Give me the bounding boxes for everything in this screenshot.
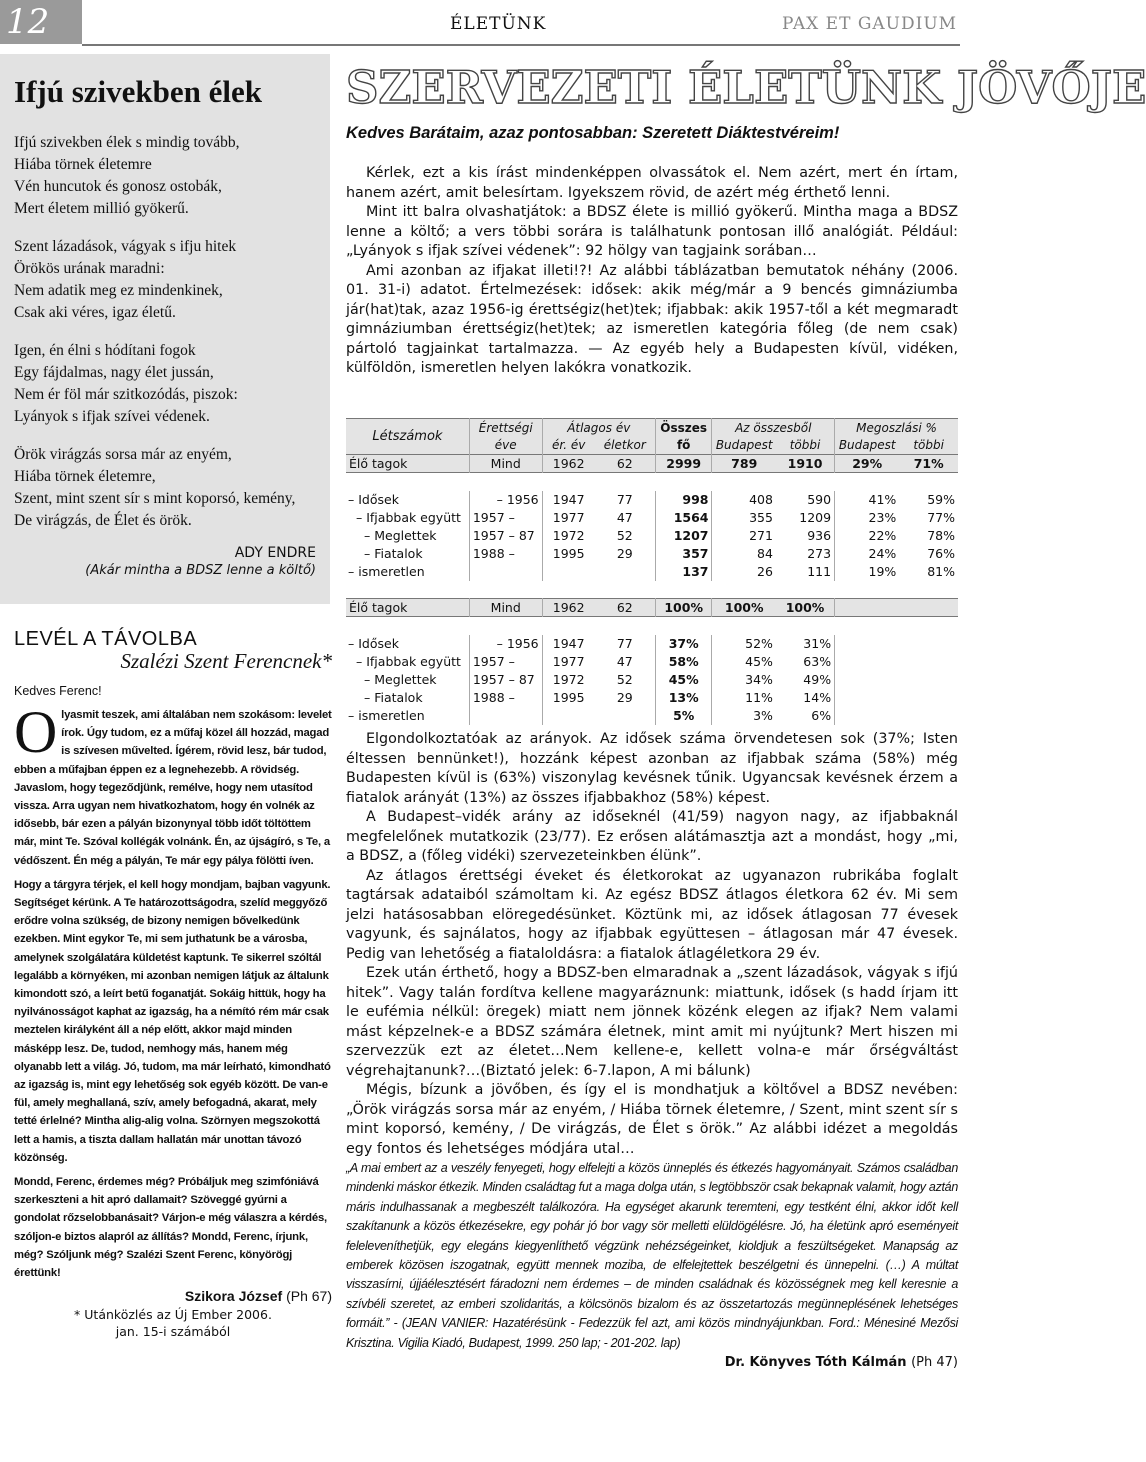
letter-subtitle: Szalézi Szent Ferencnek*: [120, 649, 332, 673]
poem-stanza: [14, 236, 316, 324]
drop-cap: O: [14, 699, 58, 765]
table-cell: 62: [616, 600, 633, 615]
table-cell: 14%: [803, 690, 832, 705]
table-cell: 936: [807, 528, 832, 543]
table-cell: 29: [616, 546, 633, 561]
table-cell: Mind: [469, 455, 542, 473]
poem-line: De virágzás, de Élet és örök.: [14, 512, 192, 529]
table-cell: 2999: [655, 455, 712, 473]
table-cell: [595, 563, 656, 581]
table-cell: 1947: [542, 491, 595, 509]
poem-stanza: [14, 340, 316, 428]
table-cell: 81%: [927, 564, 955, 579]
footnote-line: jan. 15-i számából: [115, 1324, 231, 1340]
article-signature: [346, 1355, 958, 1370]
table-cell: Mind: [469, 599, 542, 617]
page-header: [0, 0, 960, 48]
table-cell: 47: [616, 654, 633, 669]
table-row: [346, 671, 958, 689]
col-header: Budapest: [712, 437, 776, 455]
table-cell: 22%: [835, 527, 900, 545]
table-cell: 111: [807, 564, 832, 579]
letter-title: LEVÉL A TÁVOLBA: [14, 628, 198, 650]
letter-footnote: [14, 1306, 332, 1340]
poem-line: Szent lázadások, vágyak s ifju hitek: [14, 238, 237, 255]
poem-line: Nem ér föl már szitkozódás, piszok:: [14, 386, 238, 403]
table-cell: [469, 563, 542, 581]
article-subhead: Kedves Barátaim, azaz pontosabban: Szeretett Diáktestvéreim!: [346, 124, 840, 142]
table-cell: 19%: [835, 563, 900, 581]
intro-paragraph: Kérlek, ezt a kis írást mindenképpen olvassátok el. Nem azért, mert én írtam, hanem azért, amit belesírtam. Igyekszem rövid, de azért még érthető lenni.: [346, 165, 958, 201]
table-cell: 23%: [835, 509, 900, 527]
letter-paragraph: Hogy a tárgyra térjek, el kell hogy mondjam, bajban vagyunk. Segítséget kérünk. A Te határozottságodra, szelíd meggyőző erődre volna szükség, de bizony nemigen bővelkedünk ezekben. Mint egykor Te, mi sem juthatunk be a városba, amelynek szolgálatára küldetést kaptunk. Te sikerrel szóltál legalább a környéken, mi azonban nemigen látjuk az általunk kimondott szó, a leírt betű foganatját. Sokáig hittük, hogy ha nyilvánosságot kaphat az igazság, ha a némító rém már csak meztelen királyként áll a nép előtt, akkor majd minden másképp lesz. De, tudod, nemhogy más, hanem még olyanabb lett a világ. Jó, tudom, ma már leírható, kimondható az igazság is, mint egy lehetőség sok egyéb között. De van-e fül, amely meghallaná, szív, amely befogadná, akarat, mely tetté érlelné? Mintha alig-alig volna. Szörnyen megszokottá lett a hamis, a tiszta dallam hallatán már unottan távozó közönség.: [14, 878, 331, 1164]
table-cell: 37%: [655, 635, 712, 653]
table-cell: 1972: [542, 671, 595, 689]
table-cell: 5%: [655, 707, 712, 725]
table-cell: 1988 –: [469, 545, 542, 563]
table-cell: Élő tagok: [349, 456, 408, 471]
poem-line: Csak aki véres, igaz életű.: [14, 304, 176, 321]
letter-paragraph-text: lyasmit teszek, ami általában nem szokásom: levelet írok. Úgy tudom, ez a műfaj közel áll hozzád, magad is szívesen művelted. Ígérem, rövid lesz, bár tudod, ebben a műfajban éppen ez a legnehezebb. A rövidség. Javaslom, hogy tegeződjünk, remélve, hogy nem utasítod vissza. Arra ugyan nem hivatkozhatom, hogy én volnék az idősebb, bár ezen a pályán bizonynyal több időt töltöttem már, mint Te. Szóval kollégák volnánk. Én, az újságíró, s Te, a védőszent. Én még a pályán, Te már egy pálya fölötti íven.: [14, 709, 332, 867]
poem-line: Mert életem millió gyökerű.: [14, 200, 189, 217]
table-cell: 29%: [835, 455, 900, 473]
table-row: [346, 545, 958, 563]
table-cell: 3%: [712, 707, 776, 725]
col-header: Létszámok: [372, 429, 443, 444]
table-cell: 1977: [542, 653, 595, 671]
quote-block: „A mai embert az a veszély fenyegeti, hogy elfelejti a közös ünneplés és étkezés hagyományait. Számos családban mindenki máskor étkezik. Minden családtag fut a maga dolga után, s legtöbbször csak bekapnak valamit, hogy aztán máris indulhassanak a megbeszélt találkozóra. Ha egységet akarunk teremteni, egy testként élni, akkor időt kell szakítanunk a közös étkezésekre, egy pohár jó bor vagy sör melletti elüldögélésre. Jó, ha életünk apró eseményeit feleleveníthetjük, egy elegáns kiegyenlíthető végzünk nehézségeinket, kioldjuk a feszültségeket. Manapság az emberek közösen iszogatnak, együtt mennek moziba, de elfelejtettek beszélgetni és ünnepelni. (…) A múltat visszasírni, újjáélesztésért fáradozni nem érdemes – de minden családnak és közösségnek meg kell keresnie a szívbéli szeretet, az emberi szolidaritás, a kölcsönös bizalom és az összetartozás megünneplésének lehetséges formáit.” - (JEAN VANIER: Hazatérésünk - Fedezzük fel azt, ami közös mindnyájunkban. Ford.: Ménesiné Mezősi Krisztina. Vigilia Kiadó, Budapest, 1999. 250 lap; - 201-202. lap): [346, 1161, 958, 1350]
letter-paragraph: Mondd, Ferenc, érdemes még? Próbáljuk meg szimfóniává szerkeszteni a hit apró dallamait? Szöveggé gyúrni a gondolat rőzselobbanásait? Várjon-e még válaszra a kérdés, szóljon-e biztos alapról az állítás? Mondd, Ferenc, írjunk, még? Szóljunk még? Szalézi Szent Ferenc, könyörögj érettünk!: [14, 1176, 327, 1280]
table-cell: 77%: [927, 510, 955, 525]
table-cell: 998: [655, 491, 712, 509]
table-row: [346, 635, 958, 653]
col-header: Összes: [655, 419, 712, 437]
main-article: [346, 60, 1146, 376]
table-cell: 29: [616, 690, 633, 705]
body-paragraph: Ezek után érthető, hogy a BDSZ-ben elmaradnak a „szent lázadások, vágyak s ifjú hitek”. Vagy talán fordítva kellene magyaráznunk: miattunk, idősek (s hadd írjam itt le eufémia nélkül: öregek) miatt nem jönnek közénk elegen az ifjak? Nem valami mást képzelnek-e a BDSZ számára életnek, mint amit mi nyújtunk? Mert hiszen mi szervezzük ezt az életet…Nem kellene-e, kellett volna-e már őrségváltást végrehajtanunk?…(Biztató jelek: 6-7.lapon, A mi bálunk): [346, 965, 958, 1079]
table-cell: 590: [807, 492, 832, 507]
signature-tag: (Ph 67): [286, 1288, 332, 1305]
table-cell: [469, 707, 542, 725]
col-header: fő: [655, 437, 712, 455]
signature-name: Szikora József: [184, 1288, 283, 1305]
table-cell: 1962: [542, 455, 595, 473]
table-cell: – 1956: [469, 491, 542, 509]
table-cell: – Fiatalok: [364, 690, 423, 705]
table-cell: – Idősek: [348, 492, 399, 507]
signature-name: Dr. Könyves Tóth Kálmán: [724, 1355, 907, 1371]
poem-line: Hiába törnek életemre,: [14, 468, 156, 485]
table-row: [346, 509, 958, 527]
table-cell: 1977: [542, 509, 595, 527]
table-row: [346, 707, 958, 725]
col-header: többi: [789, 438, 821, 453]
table-cell: – Meglettek: [364, 528, 437, 543]
table-cell: 100%: [655, 599, 712, 617]
table-cell: – Ifjabbak együtt: [356, 510, 461, 525]
table-cell: 78%: [927, 528, 955, 543]
col-header: Az összesből: [712, 419, 835, 437]
table-row: [346, 563, 958, 581]
table-row: [346, 599, 958, 617]
col-header: Érettségi: [469, 419, 542, 437]
signature-tag: (Ph 47): [911, 1355, 958, 1371]
col-header: éve: [469, 437, 542, 455]
body-paragraph: Mégis, bízunk a jövőben, és így el is mondhatjuk a költővel a BDSZ nevében: „Örök virágzás sorsa már az enyém, / Hiába törnek életemre, / Szent, mint szent sír s mint koporsó, kemény, / De virágzás, de Élet s örök.” Az alábbi idézet a megoldás egy fontos és lehetséges módjára utal…: [346, 1082, 958, 1157]
poem-line: Vén huncutok és gonosz ostobák,: [14, 178, 222, 195]
table-cell: – ismeretlen: [348, 564, 425, 579]
table-cell: 63%: [803, 654, 832, 669]
table-cell: 6%: [811, 708, 832, 723]
table-cell: 271: [712, 527, 776, 545]
table-cell: 137: [655, 563, 712, 581]
table-cell: 789: [712, 455, 776, 473]
table-cell: 45%: [712, 653, 776, 671]
table-cell: 59%: [927, 492, 955, 507]
letter-article: [14, 628, 332, 1340]
table-cell: 355: [712, 509, 776, 527]
col-header: Átlagos év: [542, 419, 655, 437]
table-cell: [542, 563, 595, 581]
table-cell: 273: [807, 546, 832, 561]
letter-paragraph: [14, 699, 332, 870]
table-cell: – Idősek: [348, 636, 399, 651]
table-cell: 1957 –: [469, 509, 542, 527]
table-cell: 357: [655, 545, 712, 563]
table-cell: 26: [712, 563, 776, 581]
table-row: [346, 455, 958, 473]
poem-author: ADY ENDRE: [234, 545, 316, 561]
poem-line: Örök virágzás sorsa már az enyém,: [14, 446, 232, 463]
body-paragraph: Az átlagos érettségi éveket és életkorokat az ugyanazon rubrikába foglalt tagtársak adataiból számoltam ki. Az egész BDSZ átlagos életkora 62 év. Mi sem jelzi hatásosabban elöregedésünket. Köztünk mi, az idősek átlagosan 77 évesek vagyunk, és sajnálatos, hogy az ifjabbak együttesen – átlagosan már 47 évesek. Pedig van lehetőség a fiataloldásra: a fiatalok átlagéletkora 29 év.: [346, 867, 958, 962]
table-cell: 1988 –: [469, 689, 542, 707]
table-cell: 76%: [927, 546, 955, 561]
table-cell: 1564: [655, 509, 712, 527]
poem-line: Igen, én élni s hódítani fogok: [14, 342, 196, 359]
poem-line: Ifjú szivekben élek s mindig tovább,: [14, 134, 240, 151]
poem-stanza: [14, 132, 316, 220]
table-cell: 1957 –: [469, 653, 542, 671]
col-header: Budapest: [835, 437, 900, 455]
header-rule: [82, 44, 960, 46]
table-cell: 1957 – 87: [469, 527, 542, 545]
col-header: többi: [913, 438, 944, 453]
table-row: [346, 527, 958, 545]
table-cell: 1962: [542, 599, 595, 617]
publication-name: PAX ET GAUDIUM: [782, 14, 958, 34]
table-cell: 1209: [799, 510, 832, 525]
poem-line: Hiába törnek életemre: [14, 156, 152, 173]
section-name: ÉLETÜNK: [450, 14, 547, 34]
article-body: [346, 730, 958, 1370]
table-cell: 31%: [803, 636, 832, 651]
table-cell: 52: [616, 672, 633, 687]
table-cell: 34%: [712, 671, 776, 689]
table-cell: 41%: [835, 491, 900, 509]
statistics-table: [346, 418, 958, 725]
table-row: [346, 653, 958, 671]
letter-salutation: Kedves Ferenc!: [14, 684, 102, 698]
table-cell: Élő tagok: [349, 600, 408, 615]
table-cell: 1995: [542, 689, 595, 707]
table-cell: 62: [616, 456, 633, 471]
table-cell: 49%: [803, 672, 832, 687]
table-cell: – 1956: [469, 635, 542, 653]
intro-paragraph: Mint itt balra olvashatjátok: a BDSZ élete is millió gyökerű. Mintha maga a BDSZ lenne a költő; a vers többi sorára is találhatunk pontosan illő analógiát. Például: „Lyányok s ifjak szívei védenek”: 92 hölgy van tagjaink sorában…: [346, 204, 958, 259]
footnote-line: * Utánközlés az Új Ember 2006.: [74, 1307, 272, 1323]
col-header: életkor: [603, 438, 646, 453]
table-cell: 1995: [542, 545, 595, 563]
table-row: [346, 689, 958, 707]
body-paragraph: A Budapest–vidék arány az időseknél (41/59) nagyon nagy, az ifjabbaknál megfelelőnek mutatkozik (23/77). Ez erősen alátámasztja azt a mondást, hogy „mi, a BDSZ, a (főleg vidéki) szervezeteinkben élünk”.: [346, 809, 958, 864]
table-cell: – ismeretlen: [348, 708, 425, 723]
table-cell: 71%: [913, 456, 944, 471]
table-cell: 77: [616, 636, 633, 651]
table-cell: 1972: [542, 527, 595, 545]
col-header: Megoszlási %: [835, 419, 958, 437]
table-cell: 13%: [655, 689, 712, 707]
table-cell: 1957 – 87: [469, 671, 542, 689]
col-header: ér. év: [542, 437, 595, 455]
poem-box: [0, 54, 330, 604]
table-row: [346, 491, 958, 509]
table-cell: 58%: [655, 653, 712, 671]
article-title: SZERVEZETI ÉLETÜNK JÖVŐJE: [346, 61, 1146, 114]
table-cell: 408: [712, 491, 776, 509]
letter-signature: [14, 1288, 332, 1304]
table-cell: 52: [616, 528, 633, 543]
page-number: 12: [0, 0, 82, 44]
poem-stanza: [14, 444, 316, 532]
table-cell: 100%: [785, 600, 825, 615]
table-cell: [595, 707, 656, 725]
table-cell: 77: [616, 492, 633, 507]
letter-body: [14, 699, 332, 1282]
poem-line: Lyányok s ifjak szívei védenek.: [14, 408, 210, 425]
table-cell: – Fiatalok: [364, 546, 423, 561]
table-cell: 84: [712, 545, 776, 563]
table-cell: [542, 707, 595, 725]
table-cell: 24%: [835, 545, 900, 563]
poem-line: Nem adatik meg ez mindenkinek,: [14, 282, 223, 299]
table-cell: 100%: [712, 599, 776, 617]
poem-line: Örökös urának maradni:: [14, 260, 165, 277]
table-cell: 52%: [712, 635, 776, 653]
article-intro: [346, 164, 958, 379]
poem-line: Egy fájdalmas, nagy élet jussán,: [14, 364, 214, 381]
table-cell: – Meglettek: [364, 672, 437, 687]
table-cell: 47: [616, 510, 633, 525]
table-cell: 1947: [542, 635, 595, 653]
table-cell: – Ifjabbak együtt: [356, 654, 461, 669]
poem-line: Szent, mint szent sír s mint koporsó, kemény,: [14, 490, 296, 507]
table-cell: 45%: [655, 671, 712, 689]
poem-note: (Akár mintha a BDSZ lenne a költő): [85, 563, 316, 578]
body-paragraph: Elgondolkoztatóak az arányok. Az idősek száma örvendetesen sok (37%; Isten éltessen bennünket!), hozzánk képest azonban az ifjabbak száma (58%) még Budapesten kívül is (63%) viszonylag kevésnek tűnik. Ugyancsak kevésnek érzem a fiatalok arányát (13%) az összes ifjabbakhoz (58%) képest.: [346, 731, 958, 806]
poem-title: Ifjú szivekben élek: [14, 74, 262, 109]
table-cell: 1910: [787, 456, 823, 471]
table-cell: 1207: [655, 527, 712, 545]
table-cell: 11%: [712, 689, 776, 707]
intro-paragraph: Ami azonban az ifjakat illeti!?! Az alábbi táblázatban bemutatok néhány (2006. 01. 31-i) adatot. Értelmezések: idősek: akik még/már a 9 bencés gimnáziumba jár(hat)tak, azaz 1956-ig érettségiz(het)tek; ifjabbak: akik 1957-től a két megmaradt gimnáziumban érettségiz(het)tek; az ismeretlen kategória főleg (de nem csak) pártoló tagjainkat tartalmazza. — Az egyéb hely a Budapesten kívül, vidéken, külföldön, ismeretlen helyen lakókra vonatkozik.: [346, 262, 958, 376]
